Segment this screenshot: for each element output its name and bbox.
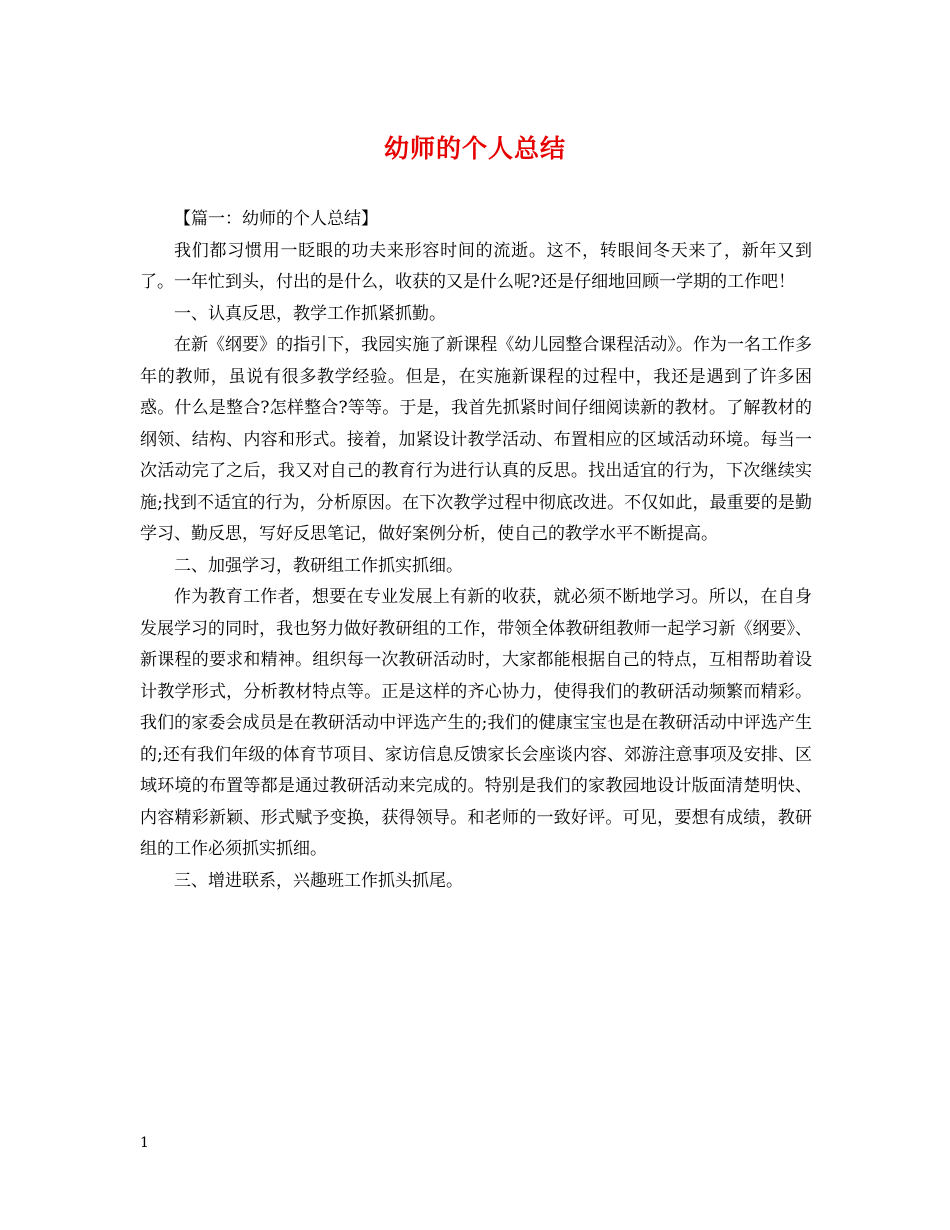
section-heading: 【篇一：幼师的个人总结】 <box>174 209 378 229</box>
section-heading: 一、认真反思，教学工作抓紧抓勤。 <box>174 303 446 324</box>
body-paragraph: 作为教育工作者，想要在专业发展上有新的收获，就必须不断地学习。所以，在自身发展学习的同时，我也努力做好教研组的工作，带领全体教研组教师一起学习新《纲要》、新课程的要求和精神。组织每一次教研活动时，大家都能根据自己的特点，互相帮助着设计教学形式，分析教材特点等。正是这样的齐心协力，使得我们的教研活动频繁而精彩。我们的家委会成员是在教研活动中评选产生的;我们的健康宝宝也是在教研活动中评选产生的;还有我们年级的体育节项目、家访信息反馈家长会座谈内容、郊游注意事项及安排、区域环境的布置等都是通过教研活动来完成的。特别是我们的家教园地设计版面清楚明快、内容精彩新颖、形式赋予变换，获得领导。和老师的一致好评。可见，要想有成绩，教研组的工作必须抓实抓细。 <box>140 587 812 859</box>
document-body <box>140 204 812 897</box>
body-paragraph: 我们都习惯用一眨眼的功夫来形容时间的流逝。这不，转眼间冬天来了，新年又到了。一年忙到头，付出的是什么，收获的又是什么呢?还是仔细地回顾一学期的工作吧！ <box>140 240 812 292</box>
document-title: 幼师的个人总结 <box>383 134 566 163</box>
page-number: 1 <box>140 1135 149 1151</box>
body-paragraph: 在新《纲要》的指引下，我园实施了新课程《幼儿园整合课程活动》。作为一名工作多年的教师，虽说有很多教学经验。但是，在实施新课程的过程中，我还是遇到了许多困惑。什么是整合?怎样整合?等等。于是，我首先抓紧时间仔细阅读新的教材。了解教材的纲领、结构、内容和形式。接着，加紧设计教学活动、布置相应的区域活动环境。每当一次活动完了之后，我又对自己的教育行为进行认真的反思。找出适宜的行为，下次继续实施;找到不适宜的行为，分析原因。在下次教学过程中彻底改进。不仅如此，最重要的是勤学习、勤反思，写好反思笔记，做好案例分析，使自己的教学水平不断提高。 <box>140 335 812 544</box>
section-heading: 二、加强学习，教研组工作抓实抓细。 <box>174 555 463 576</box>
section-heading: 三、增进联系，兴趣班工作抓头抓尾。 <box>174 870 463 891</box>
